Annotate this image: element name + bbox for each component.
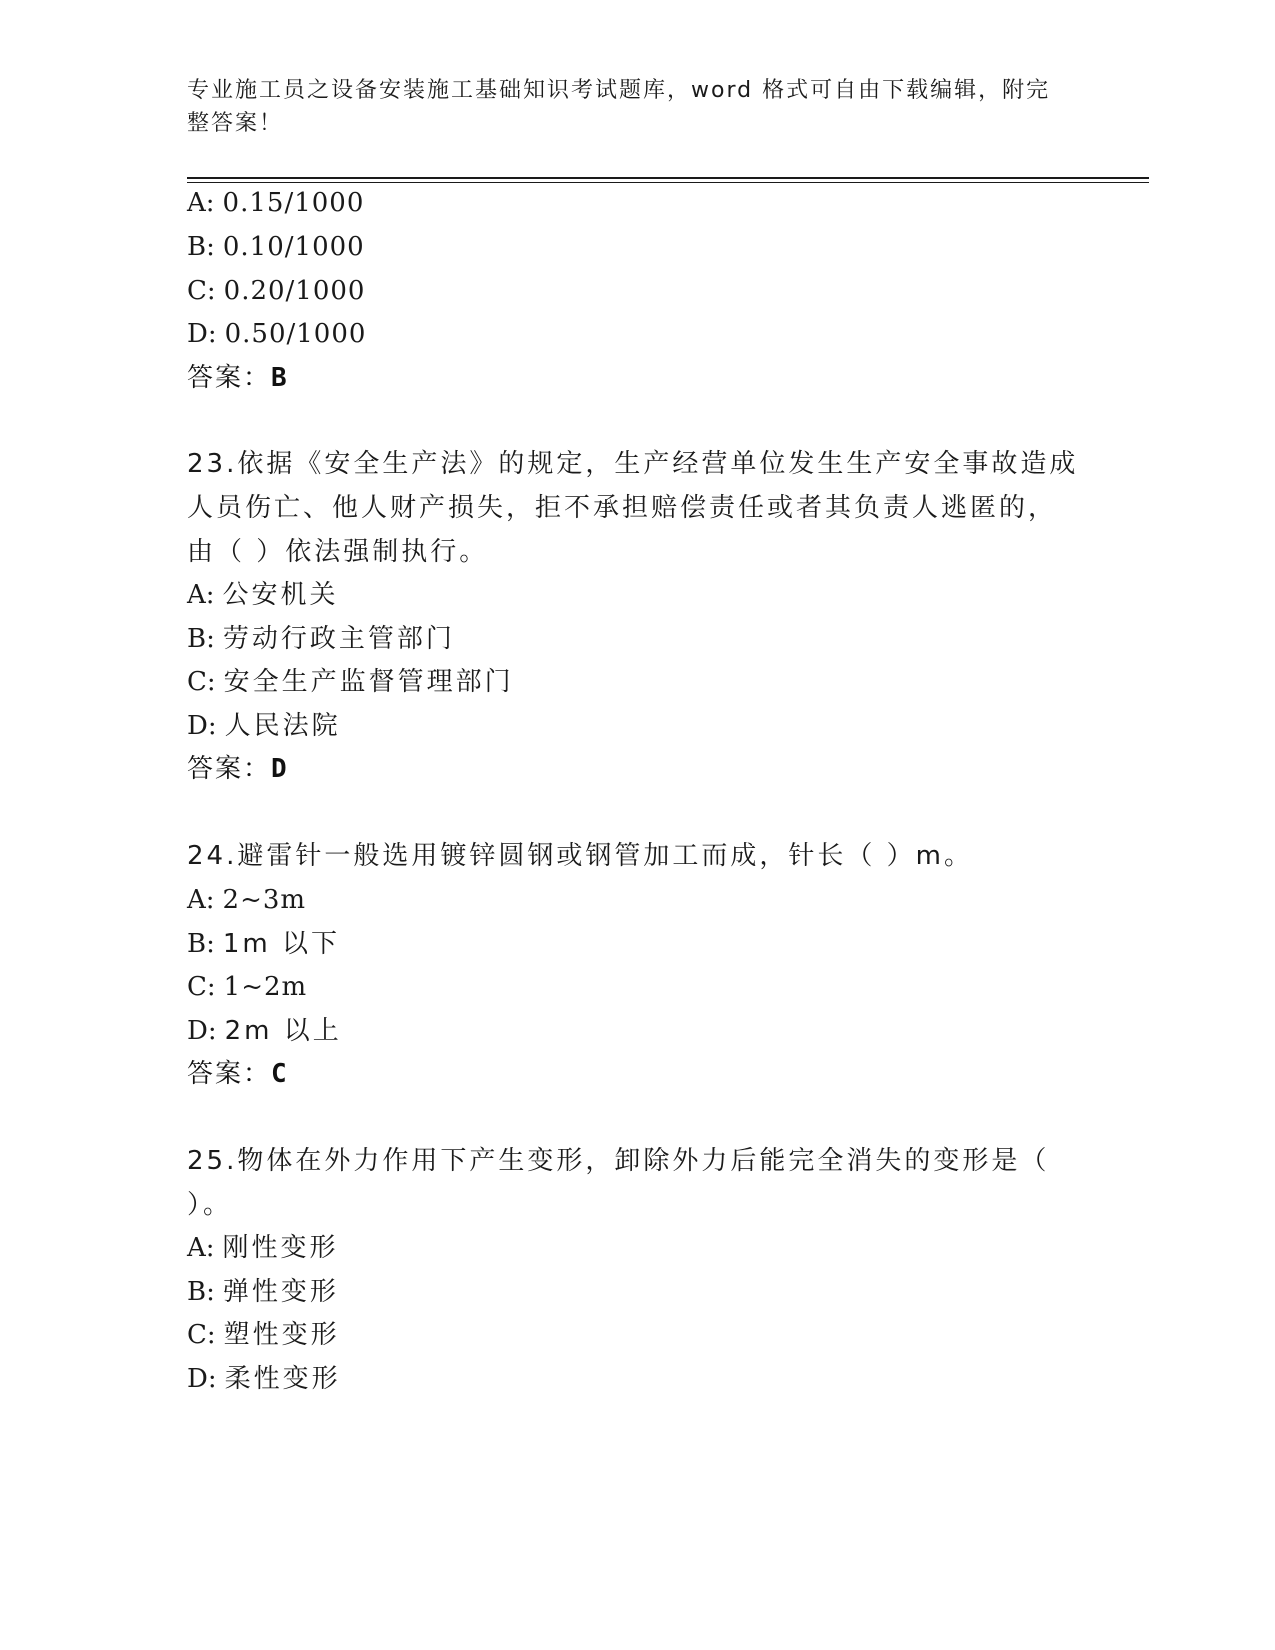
option-text: 柔性变形: [224, 1364, 341, 1394]
option-letter: D:: [187, 319, 217, 349]
q22-option-b: [187, 230, 365, 264]
q23-option-b: [187, 622, 455, 656]
q25-option-a: [187, 1231, 339, 1265]
option-letter: C:: [187, 667, 216, 697]
option-letter: B:: [187, 624, 215, 654]
q23-option-c: [187, 665, 514, 699]
q25-stem-line-1: 25.物体在外力作用下产生变形，卸除外力后能完全消失的变形是（: [187, 1146, 1050, 1176]
option-letter: A:: [187, 188, 215, 218]
option-letter: C:: [187, 972, 216, 1002]
answer-value: C: [271, 1059, 289, 1089]
option-text: 0.50/1000: [224, 319, 367, 349]
option-text: 塑性变形: [223, 1320, 340, 1350]
q23-stem-line-1: 23.依据《安全生产法》的规定，生产经营单位发生生产安全事故造成: [187, 449, 1079, 479]
option-text: 劳动行政主管部门: [222, 624, 455, 654]
q22-option-d: [187, 317, 366, 351]
option-text: 0.20/1000: [223, 276, 366, 306]
option-text: 人民法院: [224, 711, 341, 741]
option-letter: D:: [187, 711, 217, 741]
option-text: 0.10/1000: [222, 232, 365, 262]
q24-stem-line-1: 24.避雷针一般选用镀锌圆钢或钢管加工而成，针长（ ）m。: [187, 841, 973, 871]
option-text: 2m 以上: [224, 1016, 342, 1046]
option-text: 2~3m: [222, 885, 307, 915]
option-text: 刚性变形: [222, 1233, 339, 1263]
option-letter: D:: [187, 1364, 217, 1394]
header-divider-thin: [187, 182, 1149, 183]
q22-option-c: [187, 274, 365, 308]
q23-stem-line-3: 由（ ）依法强制执行。: [187, 537, 489, 567]
answer-value: B: [271, 363, 289, 393]
q22-answer: [187, 361, 289, 395]
q23-answer: [187, 752, 289, 786]
option-letter: A:: [187, 885, 215, 915]
option-text: 弹性变形: [222, 1277, 339, 1307]
option-letter: C:: [187, 1320, 216, 1350]
header-divider-thick: [187, 177, 1149, 179]
option-text: 1m 以下: [222, 929, 341, 959]
q23-option-d: [187, 709, 341, 743]
q24-option-c: [187, 970, 307, 1004]
option-letter: C:: [187, 276, 216, 306]
answer-value: D: [271, 754, 289, 784]
q25-option-d: [187, 1362, 341, 1396]
option-text: 0.15/1000: [222, 188, 365, 218]
answer-label: 答案：: [187, 1059, 272, 1089]
option-letter: B:: [187, 929, 215, 959]
q23-stem-line-2: 人员伤亡、他人财产损失，拒不承担赔偿责任或者其负责人逃匿的，: [187, 493, 1058, 523]
answer-label: 答案：: [187, 363, 272, 393]
q24-option-a: [187, 883, 306, 917]
option-letter: A:: [187, 1233, 215, 1263]
option-letter: D:: [187, 1016, 217, 1046]
q25-stem-line-2: ）。: [187, 1190, 233, 1220]
q24-option-b: [187, 927, 340, 961]
option-text: 安全生产监督管理部门: [223, 667, 514, 697]
option-letter: B:: [187, 1277, 215, 1307]
option-letter: A:: [187, 580, 215, 610]
q24-answer: [187, 1057, 289, 1091]
q25-option-b: [187, 1275, 339, 1309]
q25-option-c: [187, 1318, 340, 1352]
document-header: 专业施工员之设备安装施工基础知识考试题库，word 格式可自由下载编辑，附完整答案！: [187, 78, 1051, 136]
option-text: 1~2m: [223, 972, 308, 1002]
q22-option-a: [187, 186, 364, 220]
answer-label: 答案：: [187, 754, 272, 784]
option-letter: B:: [187, 232, 215, 262]
q23-option-a: [187, 578, 339, 612]
option-text: 公安机关: [222, 580, 339, 610]
q24-option-d: [187, 1014, 342, 1048]
